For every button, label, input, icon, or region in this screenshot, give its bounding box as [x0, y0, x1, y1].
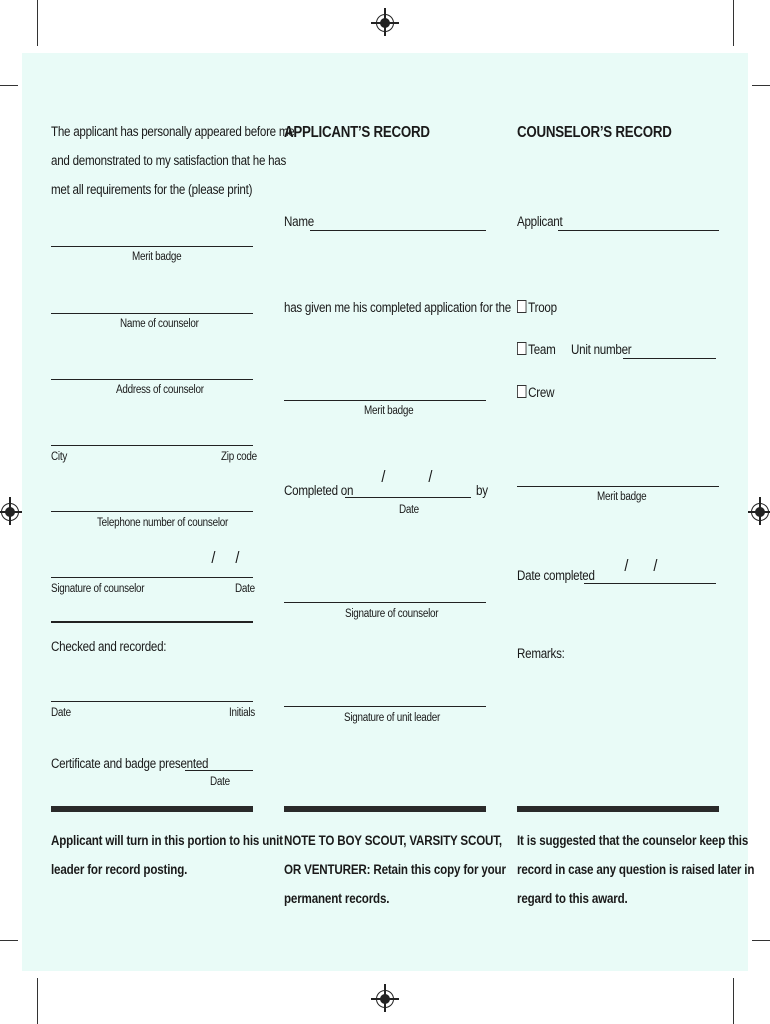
city-label: City [51, 451, 68, 463]
counselors-record-heading: COUNSELOR’S RECORD [517, 124, 672, 141]
date-slash: / [211, 548, 216, 567]
certificate-date-field[interactable] [185, 770, 253, 771]
remarks-label: Remarks: [517, 646, 565, 661]
team-checkbox[interactable] [517, 342, 526, 355]
team-option[interactable] [517, 336, 556, 364]
crew-option[interactable] [517, 379, 554, 407]
counselor-name-field[interactable] [51, 313, 253, 314]
counselor-address-label: Address of counselor [116, 384, 204, 396]
intro-line-2: and demonstrated to my satisfaction that he has [51, 153, 287, 168]
date-slash: / [653, 556, 658, 575]
intro-line-3: met all requirements for the (please print) [51, 182, 253, 197]
right-footer-line-1: It is suggested that the counselor keep this [517, 833, 749, 848]
counselor-signature-field[interactable] [284, 602, 486, 603]
certificate-label: Certificate and badge presented [51, 756, 209, 771]
crop-mark [752, 940, 770, 941]
crop-mark [37, 978, 38, 1024]
counselor-signature-field[interactable] [51, 577, 253, 578]
middle-footer-line-3: permanent records. [284, 891, 390, 906]
applicant-name-field[interactable] [310, 230, 486, 231]
telephone-label: Telephone number of counselor [97, 517, 229, 529]
unit-leader-signature-field[interactable] [284, 706, 486, 707]
team-label: Team [528, 342, 556, 357]
completed-on-date-field[interactable] [345, 497, 471, 498]
crop-mark [0, 85, 18, 86]
unit-leader-signature-label: Signature of unit leader [344, 712, 441, 724]
middle-footer-line-2: OR VENTURER: Retain this copy for your [284, 862, 506, 877]
counselor-address-field[interactable] [51, 379, 253, 380]
signature-label: Signature of counselor [345, 608, 439, 620]
date-completed-label: Date completed [517, 568, 595, 583]
crop-mark [0, 940, 18, 941]
merit-badge-field[interactable] [284, 400, 486, 401]
zip-code-label: Zip code [221, 451, 257, 463]
registration-mark-icon [384, 8, 386, 36]
completed-on-label: Completed on [284, 483, 354, 498]
crop-mark [733, 0, 734, 46]
applicants-record-heading: APPLICANT’S RECORD [284, 124, 430, 141]
section-rule [51, 806, 253, 812]
merit-badge-label: Merit badge [132, 251, 182, 263]
initials-label: Initials [229, 707, 255, 719]
merit-badge-label: Merit badge [597, 491, 647, 503]
merit-badge-field[interactable] [517, 486, 719, 487]
section-rule [517, 806, 719, 812]
section-rule [284, 806, 486, 812]
troop-checkbox[interactable] [517, 300, 526, 313]
left-footer-line-2: leader for record posting. [51, 862, 188, 877]
merit-badge-label: Merit badge [364, 405, 414, 417]
unit-number-field[interactable] [623, 358, 716, 359]
applicant-label: Applicant [517, 214, 563, 229]
date-label: Date [399, 504, 419, 516]
date-slash: / [624, 556, 629, 575]
applicant-field[interactable] [558, 230, 719, 231]
troop-option[interactable] [517, 294, 557, 322]
counselor-name-label: Name of counselor [120, 318, 199, 330]
divider [51, 621, 253, 623]
date-slash: / [428, 467, 433, 486]
crop-mark [752, 85, 770, 86]
troop-label: Troop [528, 300, 557, 315]
registration-mark-icon [759, 497, 761, 525]
crop-mark [37, 0, 38, 46]
right-footer-line-2: record in case any question is raised later in [517, 862, 755, 877]
registration-mark-icon [384, 984, 386, 1012]
date-label: Date [51, 707, 71, 719]
date-completed-field[interactable] [584, 583, 716, 584]
crew-label: Crew [528, 385, 555, 400]
crop-mark [733, 978, 734, 1024]
right-footer-line-3: regard to this award. [517, 891, 628, 906]
signature-label: Signature of counselor [51, 583, 145, 595]
crew-checkbox[interactable] [517, 385, 526, 398]
date-slash: / [381, 467, 386, 486]
given-application-text: has given me his completed application for the [284, 300, 511, 315]
by-label: by [476, 483, 488, 498]
middle-footer-line-1: NOTE TO BOY SCOUT, VARSITY SCOUT, [284, 833, 502, 848]
date-label: Date [235, 583, 255, 595]
date-initials-field[interactable] [51, 701, 253, 702]
unit-number-label: Unit number [571, 342, 632, 357]
merit-badge-field[interactable] [51, 246, 253, 247]
checked-recorded-label: Checked and recorded: [51, 639, 167, 654]
date-label: Date [210, 776, 230, 788]
left-footer-line-1: Applicant will turn in this portion to his unit [51, 833, 283, 848]
date-slash: / [235, 548, 240, 567]
registration-mark-icon [9, 497, 11, 525]
telephone-field[interactable] [51, 511, 253, 512]
intro-line-1: The applicant has personally appeared before me [51, 124, 295, 139]
name-label: Name [284, 214, 314, 229]
city-zip-field[interactable] [51, 445, 253, 446]
